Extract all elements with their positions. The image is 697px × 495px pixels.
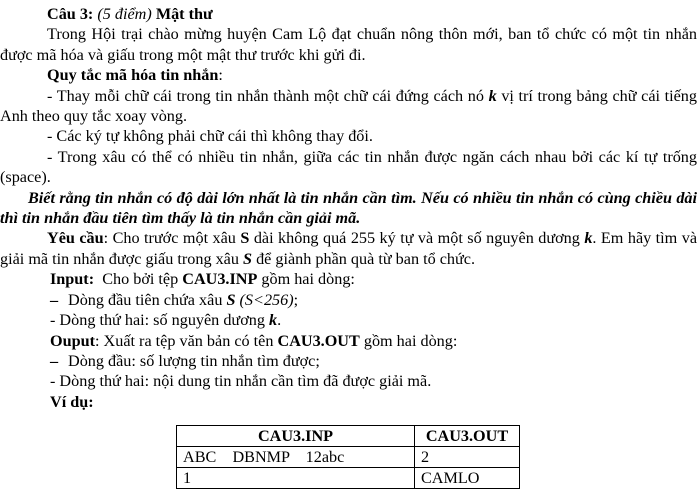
output-line-2: - Dòng thứ hai: nội dung tin nhắn cần tìm đã được giải mã. bbox=[50, 372, 432, 391]
table-row bbox=[177, 447, 520, 468]
input-heading: Input: Cho bởi tệp CAU3.INP gồm hai dòng: bbox=[50, 270, 355, 289]
input-line-1: – Dòng đầu tiên chứa xâu S (S<256); bbox=[50, 290, 299, 309]
note-paragraph: Biết rằng tin nhắn có độ dài lớn nhất là tin nhắn cần tìm. Nếu có nhiều tin nhắn có cùng chiều dài thì tin nhắn đầu tiên tìm thấy là tin nhắn cần giải mã. bbox=[0, 188, 697, 228]
dash-bullet: – bbox=[50, 351, 59, 370]
intro-paragraph: Trong Hội trại chào mừng huyện Cam Lộ đạt chuẩn nông thôn mới, ban tổ chức có một tin nhắn được mã hóa và giấu trong một mật thư trước khi gửi đi. bbox=[0, 25, 697, 64]
table-cell: 1 bbox=[177, 468, 415, 489]
question-header bbox=[0, 4, 697, 24]
rules-title: Quy tắc mã hóa tin nhắn bbox=[47, 66, 219, 85]
rules-heading: Quy tắc mã hóa tin nhắn: bbox=[47, 66, 223, 85]
question-number: Câu 3: bbox=[47, 5, 94, 23]
table-row bbox=[177, 468, 520, 489]
example-table bbox=[176, 425, 520, 489]
table-cell: ABC DBNMP 12abc bbox=[177, 447, 415, 468]
question-title: Mật thư bbox=[155, 5, 213, 23]
output-heading: Ouput: Xuất ra tệp văn bản có tên CAU3.OUT gồm hai dòng: bbox=[50, 331, 458, 350]
rule-2: - Các ký tự không phải chữ cái thì không thay đổi. bbox=[47, 127, 373, 146]
table-cell: 2 bbox=[415, 447, 520, 468]
rule-3: - Trong xâu có thể có nhiều tin nhắn, giữa các tin nhắn được ngăn cách nhau bởi các kí tự trống (space). bbox=[0, 147, 697, 187]
document-page bbox=[0, 4, 697, 412]
table-header-out: CAU3.OUT bbox=[415, 426, 520, 447]
table-cell: CAMLO bbox=[415, 468, 520, 489]
output-line-1: – Dòng đầu: số lượng tin nhắn tìm được; bbox=[50, 351, 320, 370]
dash-bullet: – bbox=[50, 290, 59, 309]
input-line-2: - Dòng thứ hai: số nguyên dương k. bbox=[50, 311, 282, 330]
rule-1: - Thay mỗi chữ cái trong tin nhắn thành một chữ cái đứng cách nó k vị trí trong bảng chữ cái tiếng Anh theo quy tắc xoay vòng. bbox=[0, 86, 697, 126]
example-label: Ví dụ: bbox=[50, 392, 94, 411]
question-points: (5 điểm) bbox=[97, 5, 152, 23]
table-header-inp: CAU3.INP bbox=[177, 426, 415, 447]
table-header-row bbox=[177, 426, 520, 447]
request-paragraph: Yêu cầu: Cho trước một xâu S dài không quá 255 ký tự và một số nguyên dương k. Em hãy tìm và giải mã tin nhắn được giấu trong xâu S để giành phần quà từ ban tổ chức. bbox=[0, 229, 697, 268]
